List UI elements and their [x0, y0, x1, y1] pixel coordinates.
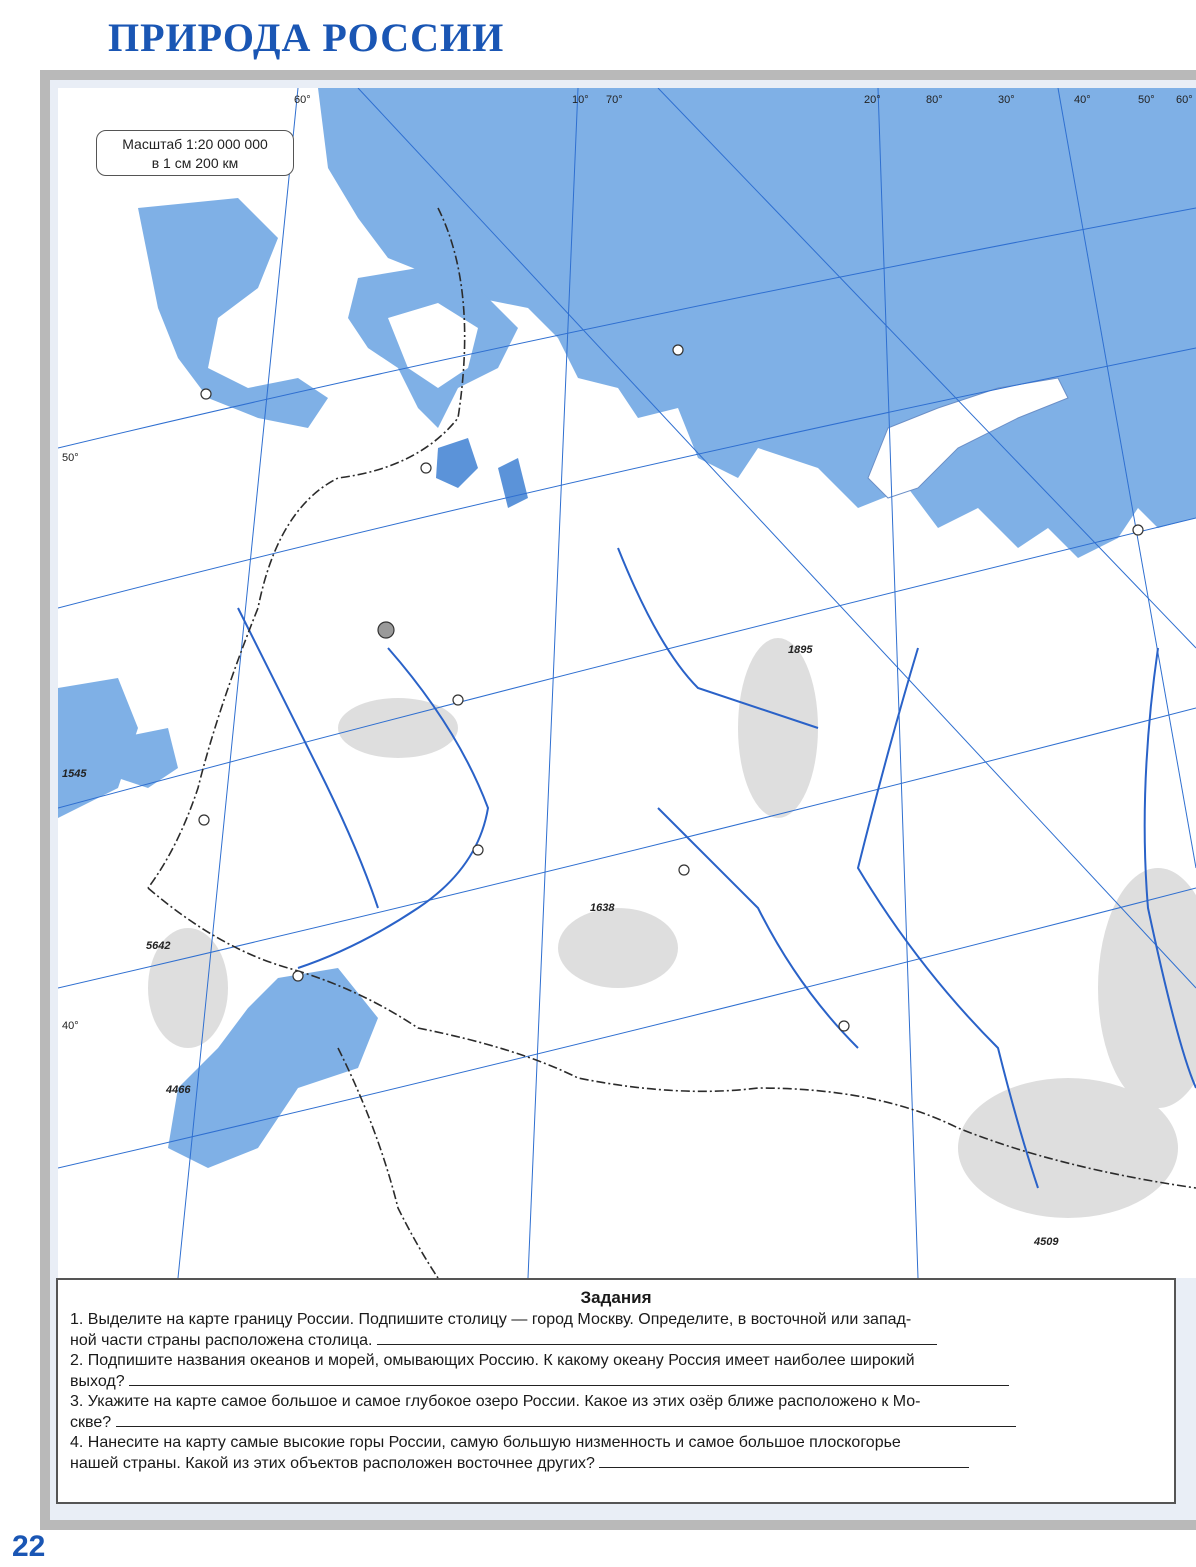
map-scale [96, 130, 294, 176]
coord-label-left: 50° [62, 452, 79, 464]
task-4-answer-line[interactable] [599, 1453, 969, 1468]
elevation-label: 1895 [788, 644, 813, 656]
task-3-answer-line[interactable] [116, 1412, 1016, 1427]
task-4-text: 4. Нанесите на карту самые высокие горы России, самую большую низменность и самое большое плоскогорье [70, 1434, 901, 1451]
scale-distance: в 1 см 200 км [151, 155, 239, 171]
task-3-text: 3. Укажите на карте самое большое и самое глубокое озеро России. Какое из этих озёр ближе расположено к Мо- [70, 1393, 921, 1410]
elevation-label: 5642 [146, 940, 171, 952]
contour-map[interactable] [58, 88, 1196, 1278]
map-canvas [58, 88, 1196, 1278]
tasks-heading: Задания [580, 1288, 652, 1307]
coord-label-top: 50° [1138, 94, 1155, 106]
sea-of-azov [118, 728, 178, 788]
task-2-answer-line[interactable] [129, 1371, 1009, 1386]
coord-label-top: 60° [294, 94, 311, 106]
elevation-label: 4509 [1034, 1236, 1059, 1248]
coord-label-top: 30° [998, 94, 1015, 106]
elevation-label: 4466 [166, 1084, 191, 1096]
coord-label-top: 20° [864, 94, 881, 106]
coord-label-top: 70° [606, 94, 623, 106]
task-2-text: 2. Подпишите названия океанов и морей, омывающих Россию. К какому океану Россия имеет наиболее широкий [70, 1352, 915, 1369]
coord-label-top: 40° [1074, 94, 1091, 106]
baltic-sea [138, 198, 328, 428]
lake-ladoga [436, 438, 478, 488]
coord-label-top: 10° [572, 94, 589, 106]
task-2-text-cont: выход? [70, 1373, 125, 1390]
task-1-answer-line[interactable] [377, 1330, 937, 1345]
scale-ratio: Масштаб 1:20 000 000 [122, 136, 268, 152]
coord-label-top: 60° [1176, 94, 1193, 106]
elevation-label: 1545 [62, 768, 87, 780]
lake-onega [498, 458, 528, 508]
coord-label-left: 40° [62, 1020, 79, 1032]
task-1-text: 1. Выделите на карте границу России. Подпишите столицу — город Москву. Определите, в восточной или запад- [70, 1311, 912, 1328]
task-3-text-cont: скве? [70, 1414, 112, 1431]
page-number: 22 [12, 1530, 46, 1563]
tasks-panel [56, 1278, 1176, 1504]
elevation-label: 1638 [590, 902, 615, 914]
coord-label-top: 80° [926, 94, 943, 106]
task-4-text-cont: нашей страны. Какой из этих объектов расположен восточнее других? [70, 1455, 595, 1472]
page-title: ПРИРОДА РОССИИ [108, 15, 505, 60]
task-1-text-cont: ной части страны расположена столица. [70, 1332, 373, 1349]
moscow-marker [378, 622, 394, 638]
